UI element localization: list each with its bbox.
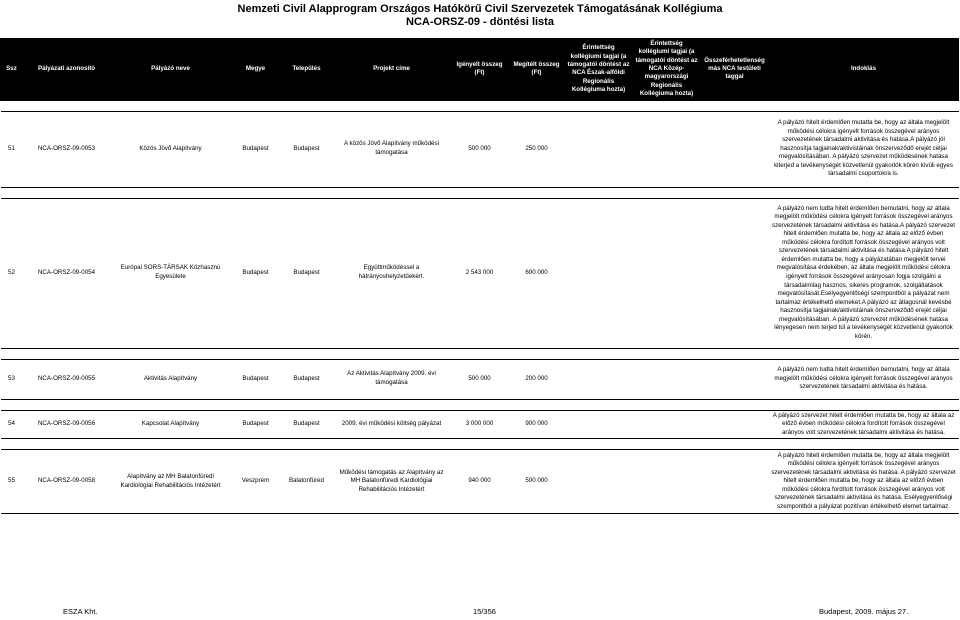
- row-involvement-north: [565, 111, 633, 187]
- col-involvement-central: Érintettség kollégiumi tagjai (a támogatói döntést az NCA Közép-magyarországi Regionális Kollégiuma hozta): [633, 39, 701, 101]
- document-title: Nemzeti Civil Alapprogram Országos Hatókörű Civil Szervezetek Támogatásának Kollégiuma: [237, 3, 723, 15]
- row-project-title: Együttműködéssel a hátrányoshelyzetűekért.: [333, 198, 451, 348]
- table-row: [1, 111, 959, 187]
- row-involvement-north: [565, 198, 633, 348]
- row-project-title: A közös Jövő Alapítvány működési támogatása: [333, 111, 451, 187]
- row-involvement-central: [633, 410, 701, 439]
- row-involvement-central: [633, 359, 701, 399]
- spacer-cell: [1, 399, 959, 410]
- row-spacer: [1, 399, 959, 410]
- footer-place-date: Budapest, 2009. május 27.: [819, 607, 909, 616]
- col-name: Pályázó neve: [111, 39, 231, 101]
- row-requested: 2 543 000: [451, 198, 509, 348]
- table-row: [1, 410, 959, 439]
- document-subtitle: NCA-ORSZ-09 - döntési lista: [406, 16, 554, 28]
- decision-table: [0, 38, 959, 514]
- row-town: Balatonfüred: [281, 450, 333, 514]
- col-reason: Indoklás: [769, 39, 959, 101]
- row-project-title: Működési támogatás az Alapítvány az MH Balatonfüredi Kardiológiai Rehabilitációs Intézetért: [333, 450, 451, 514]
- row-conflict: [701, 410, 769, 439]
- row-ssz: 54: [1, 410, 23, 439]
- col-conflict: Összeférhetetlenség más NCA testületi taggal: [701, 39, 769, 101]
- row-town: Budapest: [281, 359, 333, 399]
- row-reason: A pályázó nem tudta hitelt érdemlően bemutatni, hogy az általa megjelölt működési célokra igényelt források összegével arányos szervezetének társadalmi aktivitása és hatása.A pályázó szervezet hitelt érdemlően mutatta be, hogy az általa az előző évben működési célokra fordított források összegével arányos volt szervezetének társadalmi aktivitása és hatása.A pályázó hitelt érdemlően mutatta be, hogy a pályázatában megjelölt tervei megvalósítása érdekében, az általa megjelölt működési célokra igényelt források összegével arányosan fogja szolgálni a társadalmilag hasznos, sikeres programok, szolgáltatások megvalósítását.Esélyegyenlőségi szempontból a pályázat nem tartalmaz értékelhető elemeket.A pályázó az átlagosnál kevésbé hasznosítja tagjainak/aktivistáinak önszerveződő erejét céljai megvalósításában. A pályázó szervezet működésének hatása lényegesen nem terjed túl a tevékenységét közvetlenül gyakorlók körén.: [769, 198, 959, 348]
- row-project-title: 2009. évi működési költség pályázat: [333, 410, 451, 439]
- row-spacer: [1, 348, 959, 359]
- footer-page-number: 15/356: [473, 607, 496, 616]
- row-awarded: 900 000: [509, 410, 565, 439]
- row-reason: A pályázó nem tudta hitelt érdemlően bemutatni, hogy az általa megjelölt működési célokra igényelt források összegével arányos szervezetének társadalmi aktivitása és hatása.: [769, 359, 959, 399]
- col-involvement-north: Érintettség kollégiumi tagjai (a támogatói döntést az NCA Észak-alföldi Regionális Kollégiuma hozta): [565, 39, 633, 101]
- row-spacer: [1, 187, 959, 198]
- row-reason: A pályázó szervezet hitelt érdemlően mutatta be, hogy az általa az előző évben működési célokra fordított források összegével arányos volt szervezetének társadalmi aktivitása és hatása.: [769, 410, 959, 439]
- row-involvement-north: [565, 410, 633, 439]
- row-name: Aktivitás Alapítvány: [111, 359, 231, 399]
- row-project-title: Az Aktivitás Alapítvány 2009. évi támogatása: [333, 359, 451, 399]
- row-conflict: [701, 359, 769, 399]
- row-reason: A pályázó hitelt érdemlően mutatta be, hogy az általa megjelölt működési célokra igényelt források összegével arányos szervezetének társadalmi aktivitása és hatása. A pályázó szervezet hitelt érdemlően mutatta be, hogy az általa az előző évben működési célokra fordított források összegével arányos volt szervezetének társadalmi aktivitása és hatása. Esélyegyenlőségi szempontból a pályázat pozitívan értékelhető elemet tartalmaz.: [769, 450, 959, 514]
- col-county: Megye: [231, 39, 281, 101]
- row-town: Budapest: [281, 410, 333, 439]
- row-conflict: [701, 450, 769, 514]
- row-involvement-north: [565, 450, 633, 514]
- spacer-cell: [1, 100, 959, 111]
- row-id: NCA-ORSZ-09-0056: [23, 410, 111, 439]
- row-ssz: 53: [1, 359, 23, 399]
- row-ssz: 52: [1, 198, 23, 348]
- spacer-cell: [1, 439, 959, 450]
- row-ssz: 55: [1, 450, 23, 514]
- footer-org: ESZA Kht.: [63, 607, 98, 616]
- row-county: Veszprém: [231, 450, 281, 514]
- row-conflict: [701, 198, 769, 348]
- row-id: NCA-ORSZ-09-0053: [23, 111, 111, 187]
- row-awarded: 200 000: [509, 359, 565, 399]
- col-id: Pályázati azonosító: [23, 39, 111, 101]
- row-requested: 500 000: [451, 359, 509, 399]
- row-awarded: 500 000: [509, 450, 565, 514]
- row-involvement-central: [633, 198, 701, 348]
- row-county: Budapest: [231, 359, 281, 399]
- row-id: NCA-ORSZ-09-0054: [23, 198, 111, 348]
- row-requested: 940 000: [451, 450, 509, 514]
- col-awarded: Megítélt összeg (Ft): [509, 39, 565, 101]
- row-reason: A pályázó hitelt érdemlően mutatta be, hogy az általa megjelölt működési célokra igényelt források összegével arányos szervezetének társadalmi aktivitása és hatása.A pályázó jól hasznosítja tagjainak/aktivistáinak önszerveződő erejét céljai megvalósításában. A pályázó szervezet működésének hatása kiterjed a tevékenységét közvetlenül gyakorlók körén kívüli egyes társadalmi csoportokra is.: [769, 111, 959, 187]
- row-awarded: 250 000: [509, 111, 565, 187]
- row-id: NCA-ORSZ-09-0058: [23, 450, 111, 514]
- row-name: Európai SORS-TÁRSAK Közhasznú Egyesülete: [111, 198, 231, 348]
- col-town: Település: [281, 39, 333, 101]
- row-name: Kapcsolat Alapítvány: [111, 410, 231, 439]
- row-ssz: 51: [1, 111, 23, 187]
- row-county: Budapest: [231, 410, 281, 439]
- row-spacer: [1, 439, 959, 450]
- table-header-row: [1, 39, 959, 101]
- table-row: [1, 450, 959, 514]
- table-row: [1, 198, 959, 348]
- col-project-title: Projekt címe: [333, 39, 451, 101]
- row-town: Budapest: [281, 111, 333, 187]
- table-row: [1, 359, 959, 399]
- row-county: Budapest: [231, 198, 281, 348]
- row-awarded: 600 000: [509, 198, 565, 348]
- spacer-cell: [1, 187, 959, 198]
- row-county: Budapest: [231, 111, 281, 187]
- row-requested: 500 000: [451, 111, 509, 187]
- row-involvement-central: [633, 111, 701, 187]
- row-involvement-central: [633, 450, 701, 514]
- row-spacer: [1, 100, 959, 111]
- row-town: Budapest: [281, 198, 333, 348]
- row-involvement-north: [565, 359, 633, 399]
- row-name: Közös Jövő Alapítvány: [111, 111, 231, 187]
- spacer-cell: [1, 348, 959, 359]
- row-name: Alapítvány az MH Balatonfüredi Kardiológiai Rehabilitációs Intézetért: [111, 450, 231, 514]
- col-requested: Igényelt összeg (Ft): [451, 39, 509, 101]
- row-requested: 3 000 000: [451, 410, 509, 439]
- row-conflict: [701, 111, 769, 187]
- col-ssz: Ssz: [1, 39, 23, 101]
- row-id: NCA-ORSZ-09-0055: [23, 359, 111, 399]
